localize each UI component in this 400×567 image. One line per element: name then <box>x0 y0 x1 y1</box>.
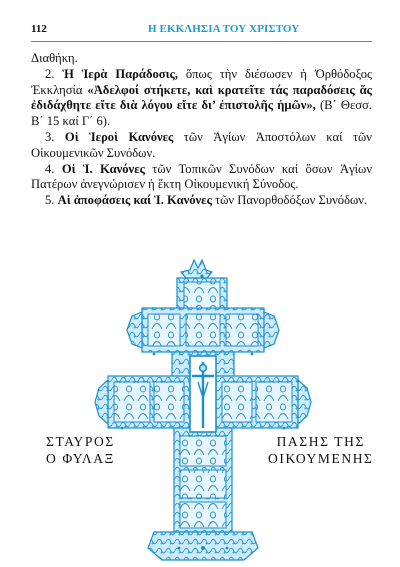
p2-reference: (Β΄ Θεσσ. Β΄ 15 καί Γ΄ 6). <box>31 98 372 129</box>
page-number: 112 <box>31 23 47 35</box>
body-text <box>31 51 372 209</box>
paragraph-2 <box>31 67 372 130</box>
p1-text: Διαθήκη. <box>31 51 78 65</box>
paragraph-1 <box>31 51 372 67</box>
paragraph-4 <box>31 162 372 194</box>
p5-term: Αἱ ἀποφάσεις καί Ἱ. Κανόνες <box>57 193 212 208</box>
caption-left-line-1: ΣΤΑΥΡΟΣ <box>46 434 115 449</box>
p3-number: 3. <box>45 129 65 144</box>
p3-text: τῶν Ἁγίων Ἀποστόλων καί τῶν Οἰκουμενικῶν Συνόδων. <box>31 129 372 160</box>
running-head: Η ΕΚΚΛΗΣΙΑ ΤΟΥ ΧΡΙΣΤΟΥ <box>148 23 300 35</box>
cross-icon <box>94 258 312 562</box>
p5-text: τῶν Πανορθοδόξων Συνόδων. <box>211 193 368 208</box>
caption-right-line-2: ΟΙΚΟΥΜΕΝΗΣ <box>268 451 374 466</box>
p2-number: 2. <box>45 66 63 81</box>
p2-term: Ἡ Ἱερὰ Παράδοσις, <box>62 66 178 81</box>
p5-number: 5. <box>45 193 58 208</box>
p4-text: τῶν Τοπικῶν Συνόδων καί ὅσων Ἁγίων Πατέρων ἀνεγνώρισεν ἡ ἕκτη Οἰκουμενική Σύνοδος. <box>31 161 373 192</box>
p2-text: ὅπως τὴν διέσωσεν ἡ Ὀρθόδοξος Ἐκκλησία <box>31 66 372 97</box>
p3-term: Οἱ Ἱεροὶ Κανόνες <box>64 129 174 144</box>
p4-number: 4. <box>45 161 62 176</box>
paragraph-5 <box>31 193 372 209</box>
p2-quote: «Ἀδελφοί στήκετε, καὶ κρατεῖτε τάς παραδόσεις ἅς ἐδιδάχθητε εἴτε διὰ λόγου εἴτε δι’ ἐπιστολῆς ἡμῶν», <box>31 82 372 113</box>
header-rule <box>31 41 372 42</box>
p4-term: Οἱ Ἱ. Κανόνες <box>61 161 145 176</box>
caption-left-line-2: Ο ΦΥΛΑΞ <box>46 451 115 466</box>
paragraph-3 <box>31 130 372 162</box>
caption-right-line-1: ΠΑΣΗΣ ΤΗΣ <box>276 434 365 449</box>
